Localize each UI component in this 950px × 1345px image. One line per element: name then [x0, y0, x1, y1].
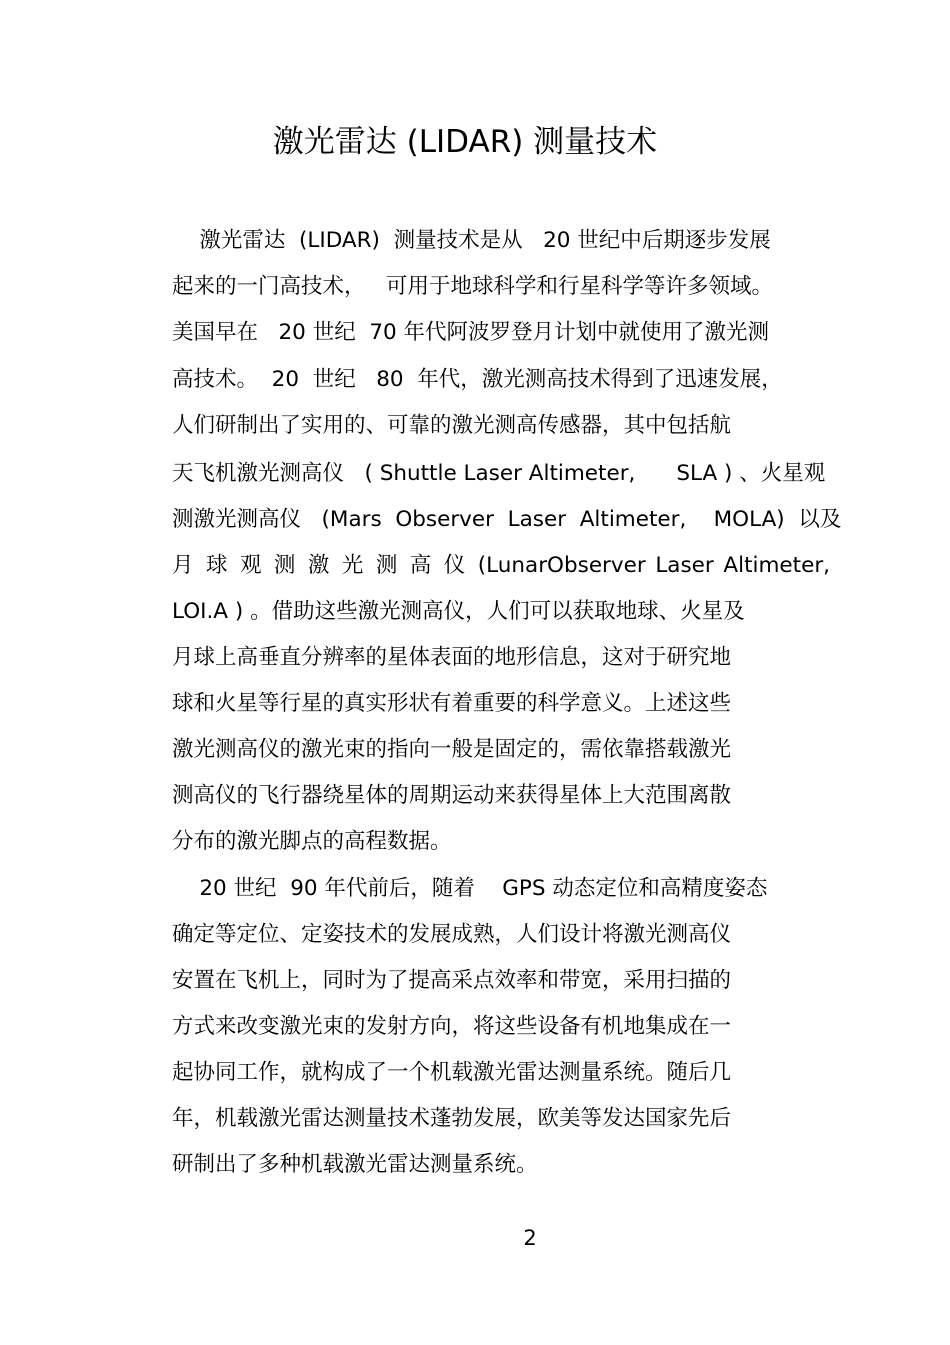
text-line-4: 高技术。 20 世纪 80 年代，激光测高技术得到了迅速发展，: [172, 367, 783, 392]
text-line-17: 安置在飞机上，同时为了提高采点效率和带宽，采用扫描的: [172, 968, 732, 993]
text-line-5: 人们研制出了实用的、可靠的激光测高传感器，其中包括航: [172, 413, 732, 438]
text-line-11: 球和火星等行星的真实形状有着重要的科学意义。上述这些: [172, 691, 732, 716]
text-line-16: 确定等定位、定姿技术的发展成熟，人们设计将激光测高仪: [172, 922, 732, 947]
text-line-6: 天飞机激光测高仪 ( Shuttle Laser Altimeter, SLA ) 、火星观: [172, 461, 826, 486]
text-line-3: 美国早在 20 世纪 70 年代阿波罗登月计划中就使用了激光测: [172, 320, 770, 345]
text-line-1: 激光雷达 (LIDAR) 测量技术是从 20 世纪中后期逐步发展: [172, 228, 771, 253]
document-title: 激光雷达 (LIDAR) 测量技术: [272, 124, 658, 160]
text-line-9: LOI.A ) 。借助这些激光测高仪，人们可以获取地球、火星及: [172, 599, 745, 624]
text-line-7: 测激光测高仪 (Mars Observer Laser Altimeter, MOLA) 以及: [172, 507, 842, 532]
text-line-10: 月球上高垂直分辨率的星体表面的地形信息，这对于研究地: [172, 645, 732, 670]
text-line-12: 激光测高仪的激光束的指向一般是固定的，需依靠搭载激光: [172, 737, 732, 762]
text-line-19: 起协同工作，就构成了一个机载激光雷达测量系统。随后几: [172, 1060, 732, 1085]
text-line-2: 起来的一门高技术， 可用于地球科学和行星科学等许多领域。: [172, 274, 774, 299]
page-number: 2: [523, 1226, 537, 1250]
text-line-15: 20 世纪 90 年代前后，随着 GPS 动态定位和高精度姿态: [172, 876, 768, 901]
text-line-18: 方式来改变激光束的发射方向，将这些设备有机地集成在一: [172, 1014, 732, 1039]
text-line-14: 分布的激光脚点的高程数据。: [172, 829, 452, 854]
text-line-8: 月 球 观 测 激 光 测 高 仪 (LunarObserver Laser Altimeter,: [172, 553, 830, 578]
text-line-20: 年，机载激光雷达测量技术蓬勃发展，欧美等发达国家先后: [172, 1106, 732, 1131]
text-line-13: 测高仪的飞行器绕星体的周期运动来获得星体上大范围离散: [172, 783, 732, 808]
text-line-21: 研制出了多种机载激光雷达测量系统。: [172, 1152, 538, 1177]
